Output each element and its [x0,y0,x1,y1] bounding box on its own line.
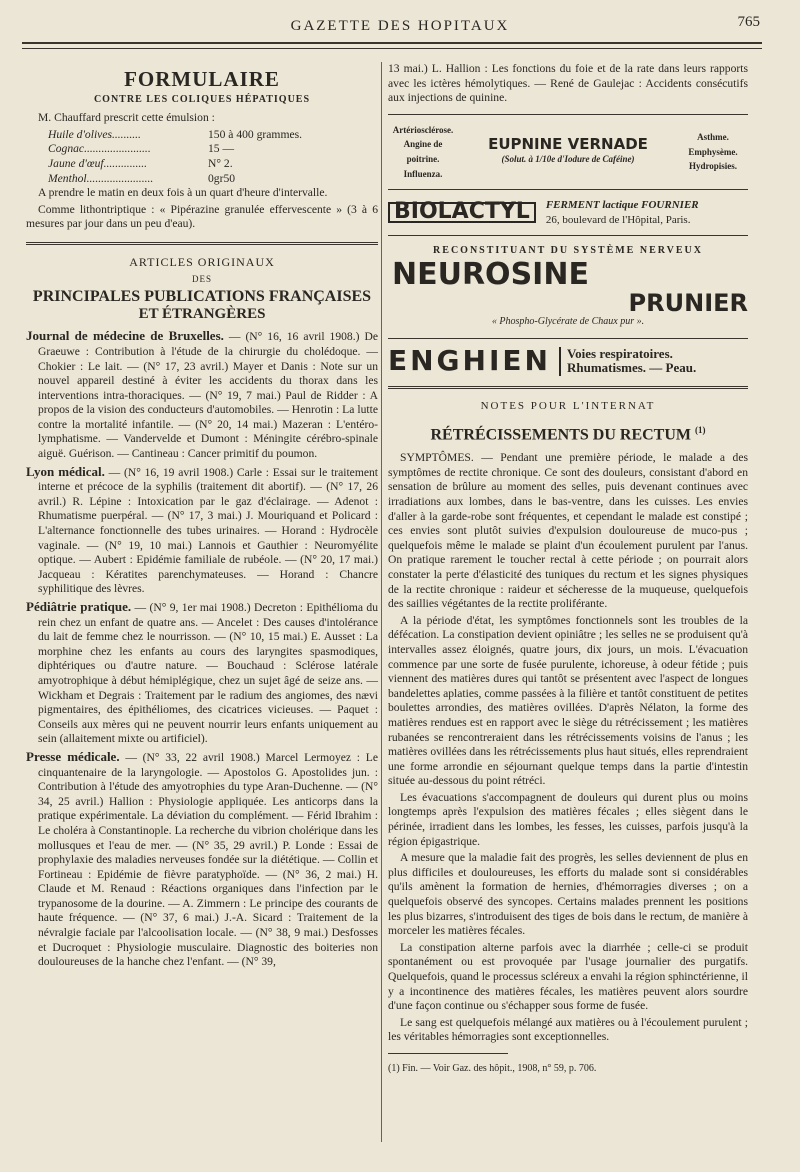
publications-title: PRINCIPALES PUBLICATIONS FRANÇAISES [32,288,372,306]
footnote-mark: (1) [695,425,706,436]
biolactyl-tagline: FERMENT lactique FOURNIER [545,199,699,212]
left-column [26,62,378,973]
article-paragraph: A la période d'état, les symptômes fonctionnels sont les troubles de la défécation. La constipation devient opiniâtre ; les selles ne se produisent qu'à intervalles assez éloignés, quatre jours, dix jours, un mois. L'évacuation commence par une sorte de fusée purulente, ichoreuse, à odeur fétide ; puis viennent des matières dures qui tantôt se présentent avec l'aspect de longues bandelettes aplaties, comme passées à la filière et tantôt constituent de petites boulettes arrondies, des matières ovillées. D'après Nélaton, la forme des matières rendues est en rapport avec le siège du rétrécissement ; les matières rubanées se rencontreraient dans les rétrécissements voisins de l'anus ; les matières ovillées dans les rétrécissements plus haut situés, elles reprendraient une forme arrondie en séjournant quelque temps dans la partie d'intestin située au-dessous du point rétréci. [388,613,748,788]
ad-divider [388,338,748,339]
biolactyl-logo: BIOLACTYL [388,202,536,223]
notes-heading: NOTES POUR L'INTERNAT [480,399,656,412]
eupnine-indications: Artériosclérose. Angine de poitrine. Influenza. [392,124,454,179]
article-paragraph: La constipation alterne parfois avec la diarrhée ; celle-ci se produit spontanément ou est provoquée par l'usage journalier des purgatifs. Quelquefois, quand le processus scléreux a envahi la région sphinctérienne, il y a incontinence des matières fécales, les matières peuvent alors sourdre d'une façon continue ou s'échapper sous forme de fusée. [388,940,748,1013]
recipe-line: Huile d'olives.......... 150 à 400 grammes. [48,127,303,141]
enghien-indication: Rhumatismes. — Peau. [566,360,697,376]
article-paragraph: Le sang est quelquefois mélangé aux matières ou à l'écoulement purulent ; les véritables hémorragies sont exceptionnelles. [388,1015,748,1044]
enghien-brand: ENGHIEN [388,343,551,377]
footnote: (1) Fin. — Voir Gaz. des hôpit., 1908, n° 59, p. 706. [388,1062,597,1074]
ad-divider [388,114,748,115]
section-divider [388,386,748,389]
article-paragraph: A mesure que la maladie fait des progrès, les selles deviennent de plus en plus difficiles et douloureuses, les efforts du malade sont si considérables qu'ils amènent la formation de hernies, d'hémorragies diverses ; on a quelquefois observé des syncopes. Certains malades prennent les positions les plus bizarres, s'introduisent des tiges de bois dans le rectum, de manière à morceler les matières fécales. [388,851,748,938]
journal-entry: Pédiâtrie pratique. — (N° 9, 1er mai 1908.) Decreton : Epithélioma du rein chez un enfant de quatre ans. — Ancelet : Des causes d'intolérance du lait de femme chez le nourrisson. — (N° 10, 15 mai.) E. Ausset : La morphine chez les enfants au cours des laryngites spasmodiques, diphtériques ou d'autre nature. — Bouchaud : Sclérose latérale amyotrophique à début hémiplégique, chez un sujet âgé de seize ans. — Wickham et Degrais : Traitement par le radium des angiomes, des nævi pigmentaires, des épithéliomes, des cicatrices vicieuses. — Paquet : Conseils aux mères qui ne peuvent nourrir leurs enfants uniquement au sein (allaitement mixte ou artificiel). [26,599,378,746]
neurosine-brand: NEUROSINE [392,256,589,292]
header-rule [22,42,762,44]
journal-title: GAZETTE DES HOPITAUX [290,18,510,34]
neurosine-formula: « Phospho-Glycérate de Chaux pur ». [491,315,645,327]
right-column [388,62,748,1077]
enghien-ad [388,343,748,377]
neurosine-header: RECONSTITUANT DU SYSTÈME NERVEUX [433,245,703,257]
recipe-list [26,128,378,186]
eupnine-brand: EUPNINE VERNADE [488,135,648,154]
neurosine-ad [388,244,748,329]
biolactyl-address: 26, boulevard de l'Hôpital, Paris. [545,213,691,226]
articles-heading: ARTICLES ORIGINAUX [129,254,275,269]
continuation-text: 13 mai.) L. Hallion : Les fonctions du foie et de la rate dans leurs rapports avec les ictères hémolytiques. — René de Gaulejac : Accidents consécutifs aux injections de quinine. [388,62,748,105]
page-number: 765 [737,14,760,30]
formulaire-paragraph: Comme lithontriptique : « Pipérazine granulée effervescente » (3 à 6 mesures par jour dans un peu d'eau). [26,202,378,231]
eupnine-ad [388,123,748,181]
ad-divider [388,189,748,190]
biolactyl-ad [388,198,748,227]
journal-entry: Lyon médical. — (N° 16, 19 avril 1908.) Carle : Essai sur le traitement interne et précoce de la syphilis (traitement dit abortif). — (N° 17, 26 avril.) R. Lépine : Intoxication par le gaz d'éclairage. — Adenot : Rhumatisme puerpéral. — (N° 17, 3 mai.) J. Mouriquand et Policard : L'alternance fonctionnelle des tubes urinaires. — Horand : Hydrocèle vaginale. — (N° 19, 10 mai.) Lannois et Gauthier : Neuromyélite optique. — Aubert : Epidémie familiale de rubéole. — (N° 20, 17 mai.) Jacqueau : Kératites parenchymateuses. — Horand : Chancre syphilitique des lèvres. [26,463,379,596]
ad-divider [388,235,748,236]
formulaire-paragraph: A prendre le matin en deux fois à un quart d'heure d'intervalle. [38,186,328,200]
eupnine-formula: (Solut. à 1/10e d'Iodure de Caféine) [501,153,635,164]
journal-entry: Journal de médecine de Bruxelles. — (N° 16, 16 avril 1908.) De Graeuwe : Contribution à l'étude de la chirurgie du cholédoque. — Chokier : Le lait. — (N° 17, 23 avril.) Mayer et Danis : Note sur un nouvel appareil destiné à éviter les accidents du thorax dans les interventions intra-thoraciques. — (N° 19, 7 mai.) Paul de Ridder : A propos de la vision des conducteurs d'automobiles. — Henrotin : La lutte contre la mortalité infantile. — (N° 20, 14 mai.) Mazeran : L'entéro-lymphatisme. — Vandervelde et Dumont : Méningite cérébro-spinale aiguë. Guérison. — Cantineau : Cancer primitif du poumon. [26,328,378,461]
eupnine-indications-right: Asthme. Emphysème. Hydropisies. [688,132,738,172]
formulaire-intro: M. Chauffard prescrit cette émulsion : [38,111,215,125]
articles-des: DES [191,273,212,284]
journal-entry: Presse médicale. — (N° 33, 22 avril 1908.) Marcel Lermoyez : Le cinquantenaire de la laryngologie. — Apostolos G. Apostolides jun. : Contribution à l'étude des amyotrophies du type Aran-Duchenne. — (N° 34, 25 avril.) Hallion : Physiologie appliquée. Les anticorps dans la pratique expérimentale. La déviation du complément. — Férid Ibrahim : Le choléra à Constantinople. La recherche du vibrion cholérique dans les mollusques et l'eau de mer. — (N° 35, 29 avril.) P. Londe : Essai de prophylaxie des maladies nerveuses fondée sur la diététique. — Collin et Fortineau : Epidémie de fièvre paratyphoïde. — (N° 36, 2 mai.) H. Claude et M. Renaud : Réactions organiques dans l'infection par le trypanosome de la dourine. — A. Zimmern : Le principe des courants de haute fréquence. — (N° 37, 6 mai.) J.-A. Sicard : Traitement de la névralgie faciale par l'alcoolisation locale. — (N° 38, 9 mai.) Desfosses et Ducroquet : Physiologie musculaire. Diagnostic des boiteries non douloureuses de la hanche chez l'enfant. — (N° 39, [26,748,378,969]
header-rule-thin [22,48,762,49]
prunier-brand: PRUNIER [628,288,748,317]
footnote-rule [388,1053,508,1054]
recipe-line: Cognac....................... 15 — [48,142,235,156]
section-divider [26,242,378,245]
column-divider [381,62,382,1142]
formulaire-title: FORMULAIRE [124,67,280,91]
formulaire-subtitle: CONTRE LES COLIQUES HÉPATIQUES [93,93,311,105]
enghien-indication: Voies respiratoires. [566,345,673,361]
publications-subtitle: ET ÉTRANGÈRES [138,305,266,322]
article-paragraph: Les évacuations s'accompagnent de douleurs qui durent plus ou moins longtemps après l'expulsion des matières fécales ; elles siègent dans le périnée, irradient dans les lombes, les fesses, les cuisses, parfois jusqu'à la région épigastrique. [388,790,748,848]
article-title: RÉTRÉCISSEMENTS DU RECTUM $^{(1)}$ [430,425,706,444]
article-paragraph: SYMPTÔMES. — Pendant une première période, le malade a des symptômes de rectite chronique. Ce sont des douleurs, consistant d'abord en sensation de brûlure au moment des selles, puis devenant continues avec irradiations aux lombes, dans le bas-ventre, dans les cuisses. Les envies d'aller à la garde-robe sont fréquentes, et cependant le malade est constipé ; ces envies sont plutôt suivies d'expulsion douloureuse de muco-pus ; quelquefois même le malade se plaint d'un écoulement purulent par l'anus. On pratique rarement le toucher rectal à cette période ; on pourrait alors constater la perte d'élasticité des tuniques du rectum et les signes physiques de la rectite chronique : raideur et sécheresse de la muqueuse, quelquefois des saillies végétantes de la rectite proliférante. [388,451,748,611]
recipe-line: Menthol....................... 0gr50 [48,171,236,185]
recipe-line: Jaune d'œuf............... N° 2. [48,156,233,170]
